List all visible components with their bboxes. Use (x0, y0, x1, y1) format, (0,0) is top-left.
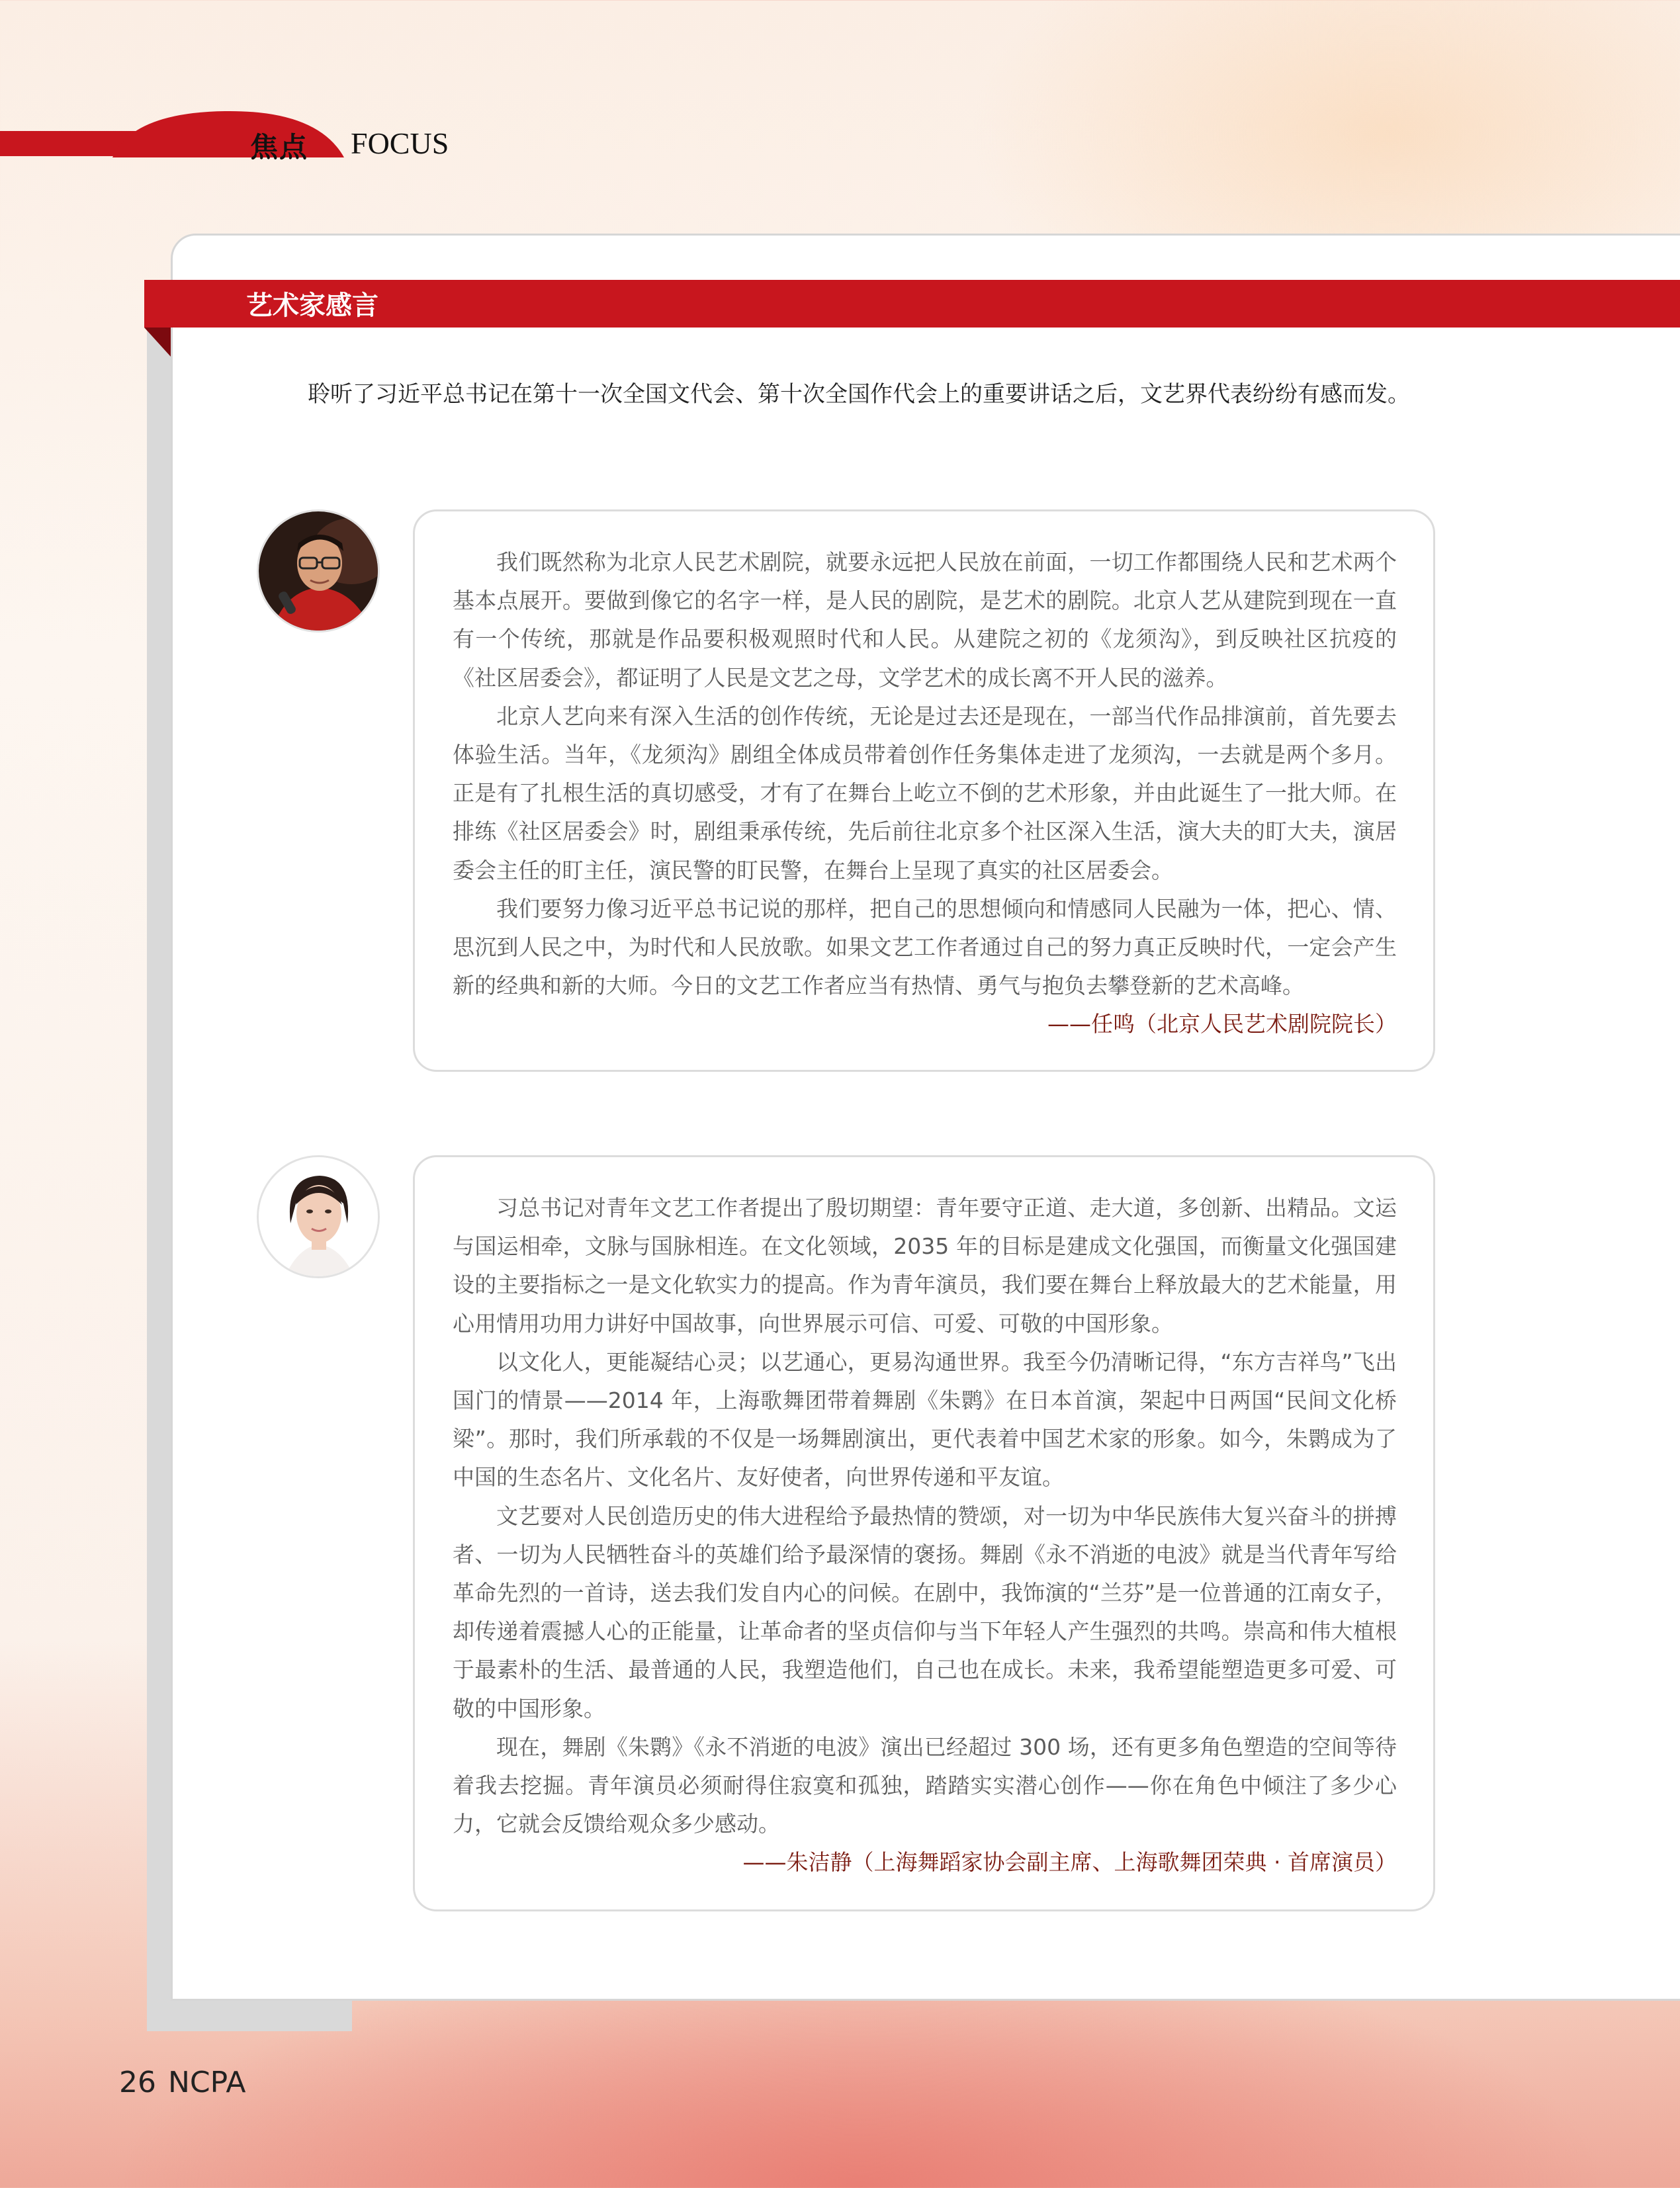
section-title-fold (144, 328, 171, 357)
section-label-cn: 焦点 (250, 131, 309, 163)
quote-signature: ——任鸣（北京人民艺术剧院院长） (1047, 1011, 1397, 1037)
quote-paragraph: 我们要努力像习近平总书记说的那样，把自己的思想倾向和情感同人民融为一体，把心、情、思沉到人民之中，为时代和人民放歌。如果文艺工作者通过自己的努力真正反映时代，一定会产生新的经典和新的大师。今日的文艺工作者应当有热情、勇气与抱负去攀登新的艺术高峰。 (453, 895, 1397, 999)
page-number: 26 (119, 2066, 156, 2099)
quote-paragraph: 习总书记对青年文艺工作者提出了殷切期望：青年要守正道、走大道，多创新、出精品。文运与国运相牵，文脉与国脉相连。在文化领域，2035 年的目标是建成文化强国，而衡量文化强国建设的主要指标之一是文化软实力的提高。作为青年演员，我们要在舞台上释放最大的艺术能量，用心用情用功用力讲好中国故事，向世界展示可信、可爱、可敬的中国形象。 (453, 1195, 1397, 1336)
page-footer (119, 2066, 257, 2099)
quote-paragraph: 以文化人，更能凝结心灵；以艺通心，更易沟通世界。我至今仍清晰记得，“东方吉祥鸟”飞出国门的情景——2014 年，上海歌舞团带着舞剧《朱鹮》在日本首演，架起中日两国“民间文化桥梁”。那时，我们所承载的不仅是一场舞剧演出，更代表着中国艺术家的形象。如今，朱鹮成为了中国的生态名片、文化名片、友好使者，向世界传递和平友谊。 (453, 1348, 1397, 1491)
section-label-en: FOCUS (351, 126, 449, 160)
quote-paragraph: 文艺要对人民创造历史的伟大进程给予最热情的赞颂，对一切为中华民族伟大复兴奋斗的拼搏者、一切为人民牺牲奋斗的英雄们给予最深情的褒扬。舞剧《永不消逝的电波》就是当代青年写给革命先烈的一首诗，送去我们发自内心的问候。在剧中，我饰演的“兰芬”是一位普通的江南女子，却传递着震撼人心的正能量，让革命者的坚贞信仰与当下年轻人产生强烈的共鸣。崇高和伟大植根于最素朴的生活、最普通的人民，我塑造他们，自己也在成长。未来，我希望能塑造更多可爱、可敬的中国形象。 (453, 1503, 1397, 1722)
avatar-ren-ming (257, 509, 380, 633)
section-title: 艺术家感言 (246, 290, 378, 321)
avatar-zhu-jiejing (257, 1155, 380, 1278)
quote-signature: ——朱洁静（上海舞蹈家协会副主席、上海歌舞团荣典 · 首席演员） (742, 1849, 1397, 1876)
quote-paragraph: 北京人艺向来有深入生活的创作传统，无论是过去还是现在，一部当代作品排演前，首先要去体验生活。当年，《龙须沟》剧组全体成员带着创作任务集体走进了龙须沟，一去就是两个多月。正是有了扎根生活的真切感受，才有了在舞台上屹立不倒的艺术形象，并由此诞生了一批大师。在排练《社区居委会》时，剧组秉承传统，先后前往北京多个社区深入生活，演大夫的盯大夫，演居委会主任的盯主任，演民警的盯民警，在舞台上呈现了真实的社区居委会。 (453, 703, 1397, 883)
publication-name: NCPA (168, 2066, 246, 2099)
quote-paragraph: 我们既然称为北京人民艺术剧院，就要永远把人民放在前面，一切工作都围绕人民和艺术两个基本点展开。要做到像它的名字一样，是人民的剧院，是艺术的剧院。北京人艺从建院到现在一直有一个传统，那就是作品要积极观照时代和人民。从建院之初的《龙须沟》，到反映社区抗疫的《社区居委会》，都证明了人民是文艺之母，文学艺术的成长离不开人民的滋养。 (453, 549, 1397, 691)
quote-card (413, 509, 1435, 1072)
intro-paragraph: 聆听了习近平总书记在第十一次全国文代会、第十次全国作代会上的重要讲话之后，文艺界代表纷纷有感而发。 (308, 381, 1410, 408)
quote-card (413, 1155, 1435, 1911)
header-arc-logo (106, 106, 351, 159)
quote-paragraph: 现在，舞剧《朱鹮》《永不消逝的电波》演出已经超过 300 场，还有更多角色塑造的空间等待着我去挖掘。青年演员必须耐得住寂寞和孤独，踏踏实实潜心创作——你在角色中倾注了多少心力，它就会反馈给观众多少感动。 (453, 1733, 1397, 1837)
